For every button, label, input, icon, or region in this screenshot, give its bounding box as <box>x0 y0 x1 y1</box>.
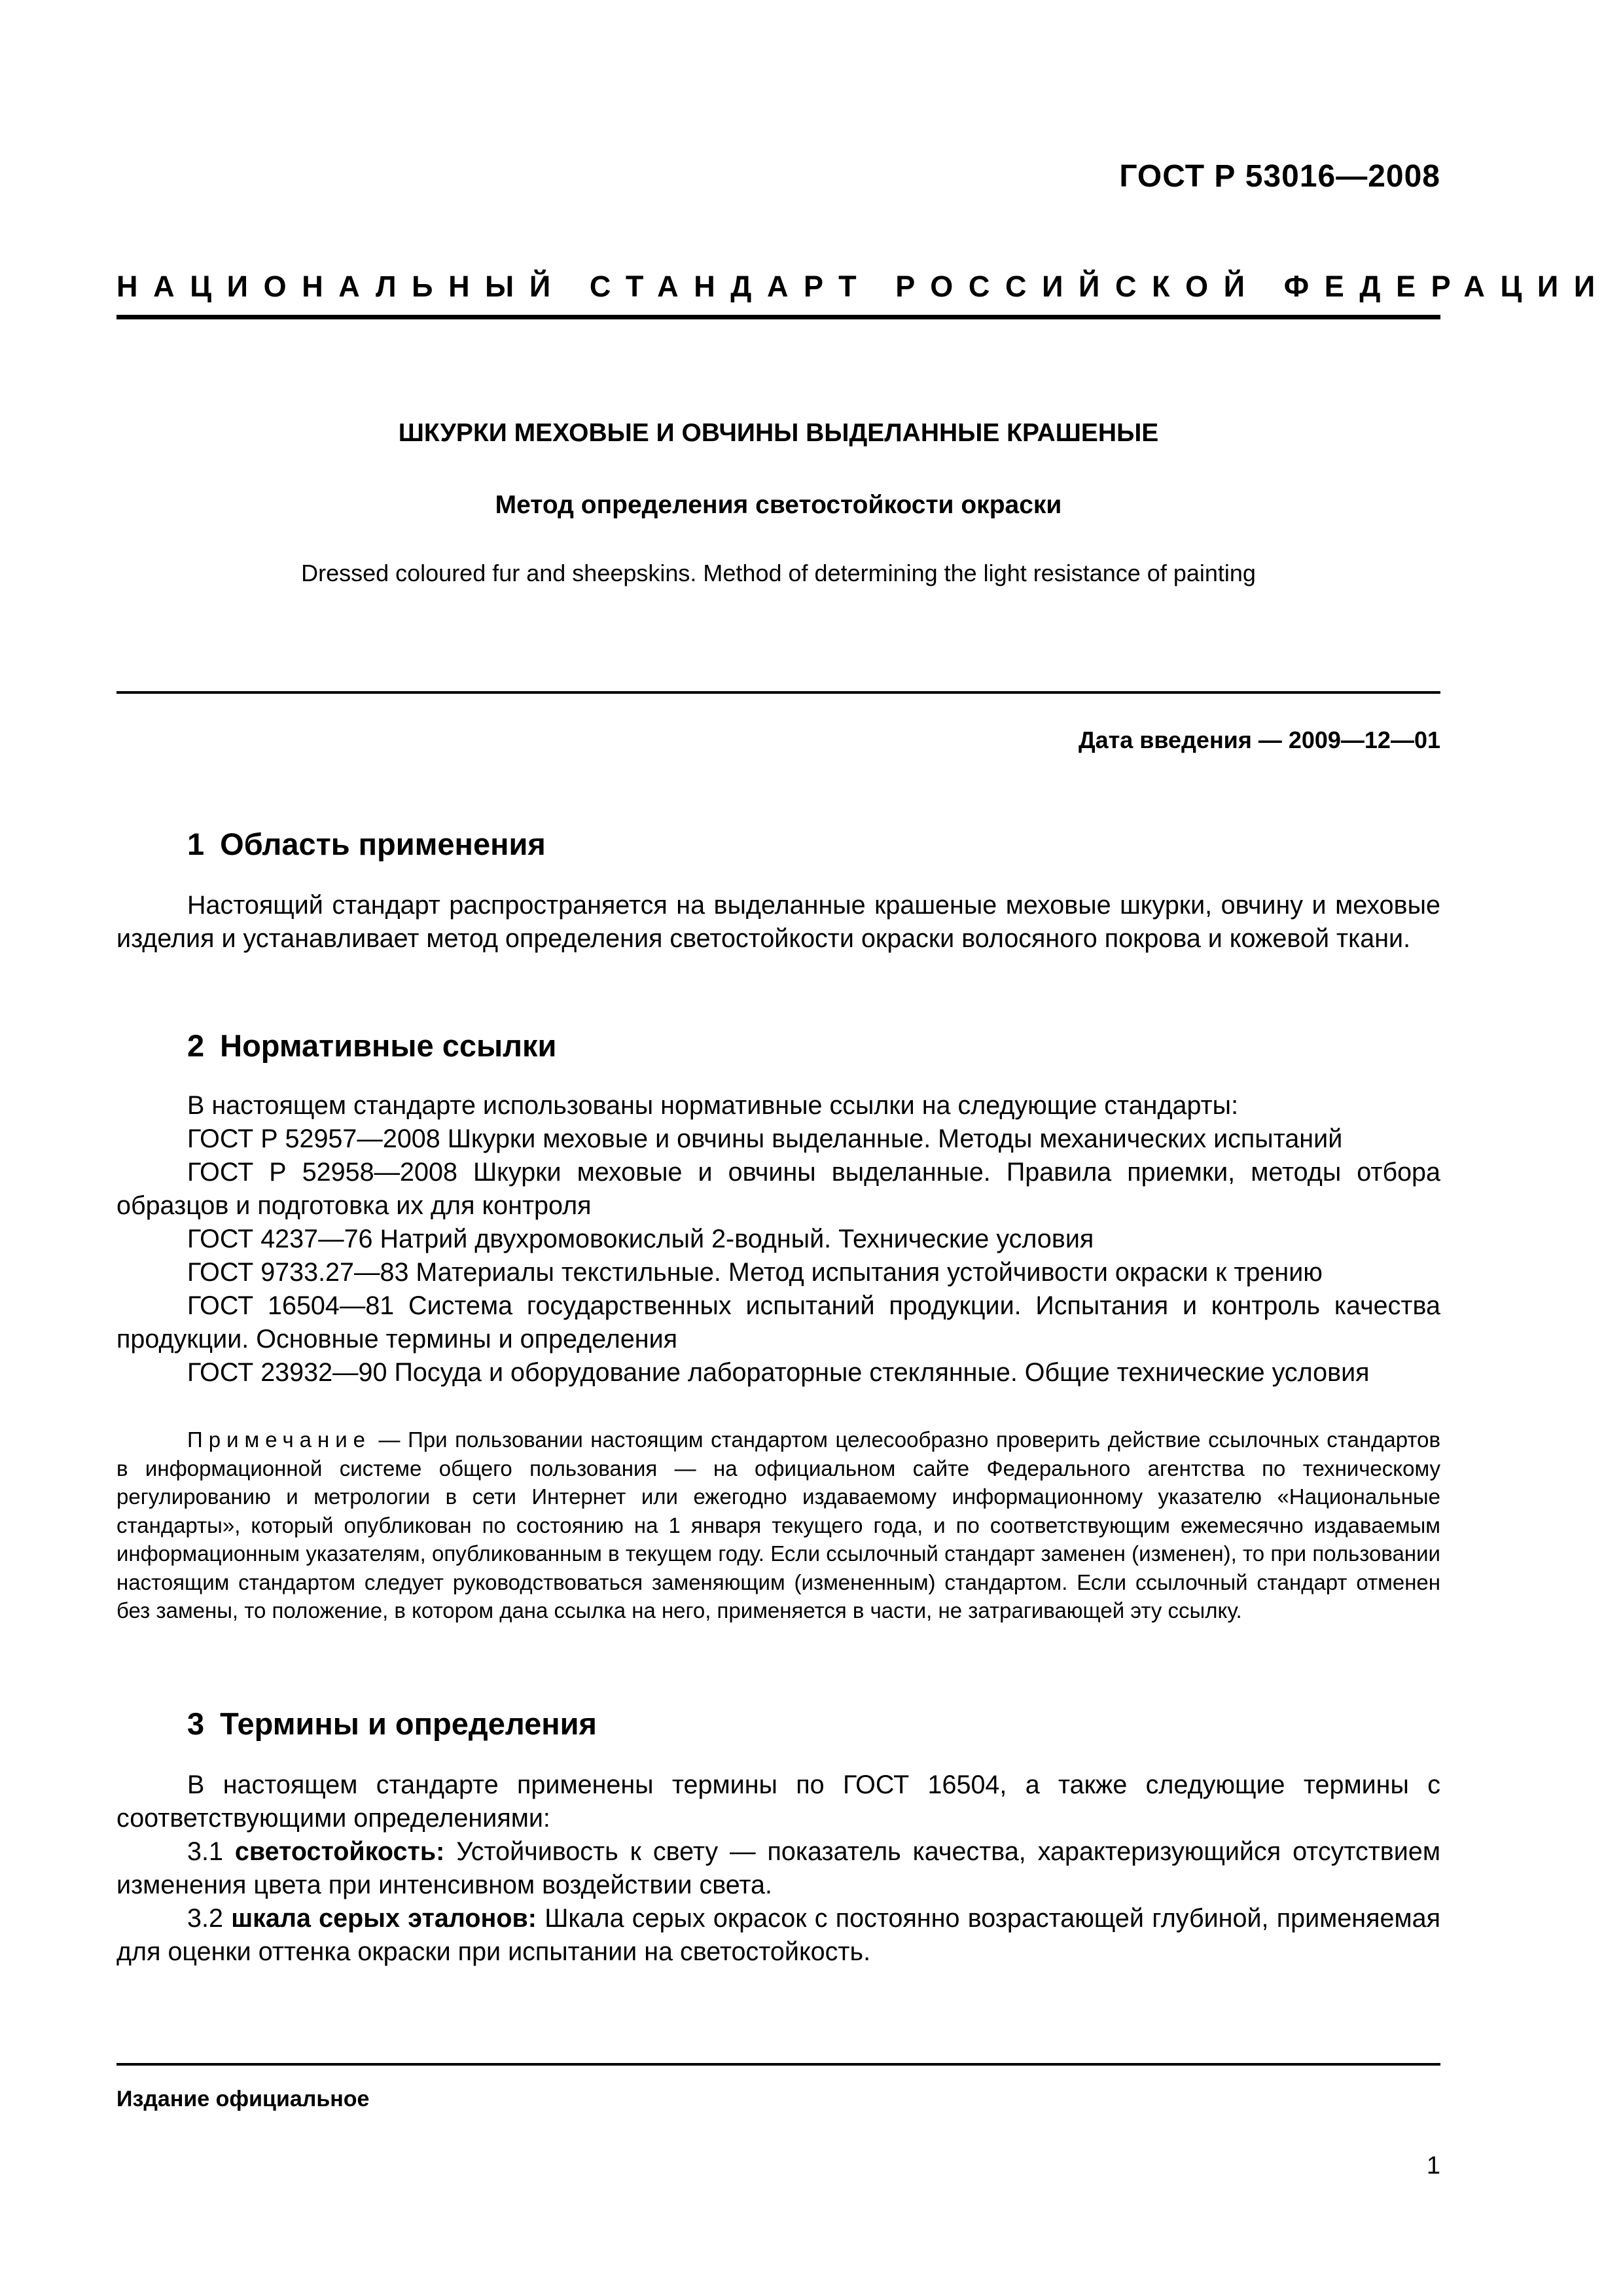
section-heading-normative-references <box>187 1028 556 1064</box>
section-title: Нормативные ссылки <box>220 1028 557 1063</box>
section-title: Термины и определения <box>220 1706 597 1741</box>
page-number: 1 <box>1426 2152 1440 2179</box>
term-number: 3.1 <box>187 1837 223 1866</box>
section-number: 3 <box>187 1706 205 1741</box>
term-definition <box>116 1902 1440 1969</box>
paragraph: В настоящем стандарте использованы нормативные ссылки на следующие стандарты: <box>187 1091 1239 1120</box>
header-rule <box>116 315 1440 319</box>
term-number: 3.2 <box>187 1904 223 1933</box>
section-title: Область применения <box>220 827 546 861</box>
note-text: — При пользовании настоящим стандартом целесообразно проверить действие ссылочных стандартов в информационной системе общего пользования — на официальном сайте Федерального агентства по техническому регулированию и метрологии в сети Интернет или ежегодно издаваемому информационному указателю «Национальные стандарты», который опубликован по состоянию на 1 января текущего года, и по соответствующим ежемесячно издаваемым информационным указателям, опубликованным в текущем году. Если ссылочный стандарт заменен (изменен), то при пользовании настоящим стандартом следует руководствоваться заменяющим (измененным) стандартом. Если ссылочный стандарт отменен без замены, то положение, в котором дана ссылка на него, применяется в части, не затрагивающей эту ссылку. <box>116 1427 1440 1623</box>
paragraph: В настоящем стандарте применены термины по ГОСТ 16504, а также следующие термины с соответствующими определениями: <box>116 1770 1440 1833</box>
title-rule <box>116 691 1440 694</box>
reference-item: ГОСТ 16504—81 Система государственных испытаний продукции. Испытания и контроль качества продукции. Основные термины и определения <box>116 1291 1440 1354</box>
document-subtitle: Метод определения светостойкости окраски <box>495 491 1062 519</box>
section-number: 1 <box>187 827 205 861</box>
reference-item: ГОСТ 9733.27—83 Материалы текстильные. Метод испытания устойчивости окраски к трению <box>187 1258 1323 1287</box>
reference-item: ГОСТ 23932—90 Посуда и оборудование лабораторные стеклянные. Общие технические условия <box>187 1358 1370 1387</box>
document-title: ШКУРКИ МЕХОВЫЕ И ОВЧИНЫ ВЫДЕЛАННЫЕ КРАШЕНЫЕ <box>398 419 1159 447</box>
gost-code: ГОСТ Р 53016—2008 <box>1119 159 1440 194</box>
reference-item: ГОСТ 4237—76 Натрий двухромовокислый 2-водный. Технические условия <box>187 1225 1094 1253</box>
standard-banner: НАЦИОНАЛЬНЫЙ СТАНДАРТ РОССИЙСКОЙ ФЕДЕРАЦИИ <box>116 270 1611 303</box>
edition-label: Издание официальное <box>116 2087 370 2111</box>
paragraph: Настоящий стандарт распространяется на выделанные крашеные меховые шкурки, овчину и меховые изделия и устанавливает метод определения светостойкости окраски волосяного покрова и кожевой ткани. <box>116 891 1440 953</box>
term-name: шкала серых эталонов: <box>231 1904 537 1933</box>
section-number: 2 <box>187 1028 205 1063</box>
term-text: Шкала серых окрасок с постоянно возрастающей глубиной, применяемая для оценки оттенка окраски при испытании на светостойкость. <box>116 1904 1440 1966</box>
footer-rule <box>116 2063 1440 2066</box>
term-text: Устойчивость к свету — показатель качества, характеризующийся отсутствием изменения цвета при интенсивном воздействии света. <box>116 1837 1440 1899</box>
section-heading-terms <box>187 1706 597 1742</box>
term-definition <box>116 1835 1440 1902</box>
reference-item: ГОСТ Р 52957—2008 Шкурки меховые и овчины выделанные. Методы механических испытаний <box>187 1124 1343 1153</box>
english-title: Dressed coloured fur and sheepskins. Method of determining the light resistance of painting <box>301 560 1256 586</box>
reference-item: ГОСТ Р 52958—2008 Шкурки меховые и овчины выделанные. Правила приемки, методы отбора образцов и подготовка их для контроля <box>116 1158 1440 1220</box>
section-heading-scope <box>187 826 546 862</box>
note-label: Примечание <box>187 1427 372 1452</box>
note <box>116 1426 1440 1625</box>
term-name: светостойкость: <box>234 1837 445 1866</box>
introduction-date: Дата введения — 2009—12—01 <box>1078 726 1440 753</box>
